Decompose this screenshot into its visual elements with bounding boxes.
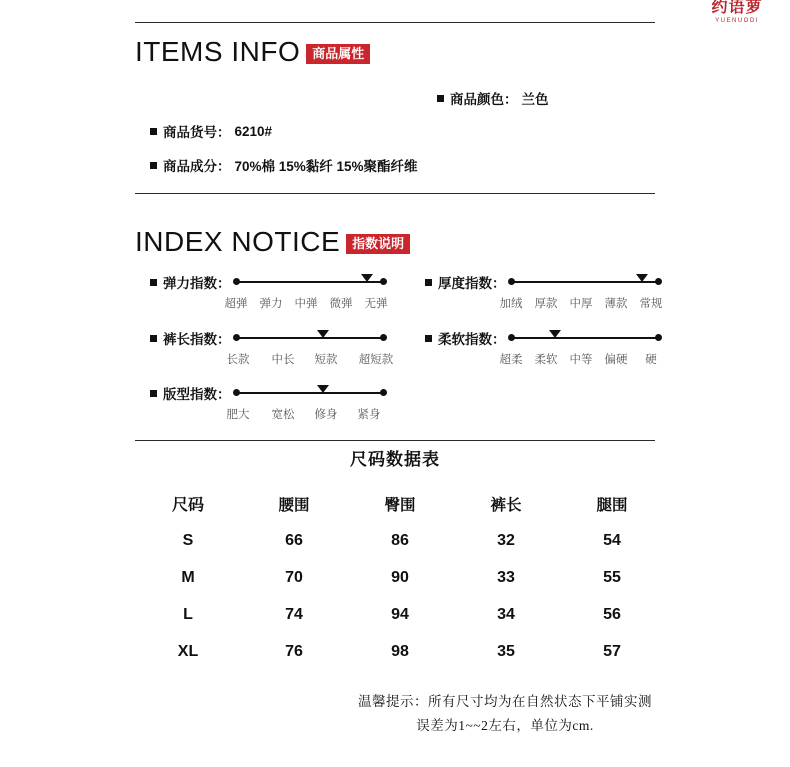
cell-size: L — [183, 605, 193, 623]
items-info-label-color: 商品颜色： — [450, 92, 518, 107]
brand-name-cn: 约语萝 — [711, 0, 763, 16]
items-info-badge: 商品属性 — [306, 44, 370, 64]
square-bullet-icon — [150, 390, 157, 397]
index-item-thickness — [425, 272, 675, 311]
index-notice-title-en: INDEX NOTICE — [135, 226, 341, 257]
size-table — [135, 485, 665, 670]
tick-label: 中弹 — [294, 298, 318, 310]
column-header-length: 裤长 — [490, 496, 522, 514]
cell-thigh: 54 — [603, 531, 621, 549]
index-ticks-fit — [226, 406, 386, 422]
tick-label: 修身 — [314, 409, 338, 421]
cell-size: XL — [177, 642, 199, 660]
items-info-value-code: 6210# — [234, 123, 273, 139]
cell-waist: 74 — [285, 605, 303, 623]
index-ticks-softness — [501, 351, 661, 367]
cell-size: M — [181, 568, 195, 586]
table-row — [135, 596, 665, 633]
items-info-value-material: 70%棉 15%黏纤 15%聚酯纤维 — [234, 159, 418, 174]
tick-label: 超弹 — [224, 298, 248, 310]
cell-waist: 66 — [285, 531, 303, 549]
slider-dot-left — [508, 334, 515, 341]
slider-dot-right — [380, 389, 387, 396]
cell-hip: 86 — [391, 531, 409, 549]
items-info-row-code — [150, 121, 272, 141]
slider-marker — [549, 330, 561, 338]
tick-label: 加绒 — [499, 298, 523, 310]
slider-track — [510, 337, 660, 339]
items-info-title-row — [135, 38, 655, 66]
index-notice-badge: 指数说明 — [346, 234, 410, 254]
slider-dot-left — [233, 334, 240, 341]
size-table-title: 尺码数据表 — [350, 450, 440, 469]
slider-dot-left — [508, 278, 515, 285]
brand-name-en: YUENUODI — [715, 18, 759, 24]
index-label-thickness: 厚度指数： — [438, 276, 506, 291]
column-header-hip: 臀围 — [384, 496, 416, 514]
square-bullet-icon — [425, 335, 432, 342]
slider-dot-right — [655, 278, 662, 285]
tick-label: 中厚 — [569, 298, 593, 310]
index-label-fit: 版型指数： — [163, 387, 231, 402]
index-slider-fit[interactable] — [235, 386, 385, 400]
column-header-waist: 腰围 — [278, 496, 310, 514]
index-ticks-elasticity — [226, 295, 386, 311]
table-row — [135, 522, 665, 559]
cell-length: 35 — [497, 642, 515, 660]
column-header-thigh: 腿围 — [596, 496, 628, 514]
items-info-label-material: 商品成分： — [163, 159, 231, 174]
cell-hip: 94 — [391, 605, 409, 623]
square-bullet-icon — [150, 335, 157, 342]
index-item-elasticity — [150, 272, 400, 311]
tick-label: 肥大 — [226, 409, 250, 421]
square-bullet-icon — [150, 279, 157, 286]
slider-dot-right — [380, 334, 387, 341]
square-bullet-icon — [425, 279, 432, 286]
square-bullet-icon — [150, 128, 157, 135]
items-info-label-code: 商品货号： — [163, 125, 231, 140]
index-slider-elasticity[interactable] — [235, 275, 385, 289]
slider-marker — [636, 274, 648, 282]
index-ticks-thickness — [501, 295, 661, 311]
cell-thigh: 57 — [603, 642, 621, 660]
tick-label: 硬 — [645, 354, 657, 366]
slider-dot-left — [233, 278, 240, 285]
tick-label: 常规 — [639, 298, 663, 310]
items-info-row-color — [437, 88, 549, 108]
tick-label: 超短款 — [358, 354, 394, 366]
tick-label: 中等 — [569, 354, 593, 366]
tick-label: 薄款 — [604, 298, 628, 310]
cell-length: 33 — [497, 568, 515, 586]
index-ticks-length — [226, 351, 394, 367]
index-item-softness — [425, 328, 675, 367]
slider-marker — [317, 385, 329, 393]
slider-marker — [361, 274, 373, 282]
slider-marker — [317, 330, 329, 338]
index-label-length: 裤长指数： — [163, 332, 231, 347]
cell-thigh: 55 — [603, 568, 621, 586]
size-note-line-2: 误差为1~~2左右，单位为cm. — [416, 718, 594, 733]
tick-label: 厚款 — [534, 298, 558, 310]
cell-waist: 70 — [285, 568, 303, 586]
tick-label: 超柔 — [499, 354, 523, 366]
cell-hip: 90 — [391, 568, 409, 586]
index-notice-title-row — [135, 228, 655, 256]
cell-length: 32 — [497, 531, 515, 549]
slider-dot-right — [655, 334, 662, 341]
column-header-size: 尺码 — [171, 497, 204, 514]
slider-dot-left — [233, 389, 240, 396]
index-slider-softness[interactable] — [510, 331, 660, 345]
items-info-top-rule — [135, 22, 655, 23]
index-label-softness: 柔软指数： — [438, 332, 506, 347]
tick-label: 宽松 — [271, 409, 295, 421]
tick-label: 短款 — [314, 354, 338, 366]
square-bullet-icon — [437, 95, 444, 102]
index-notice-section — [135, 228, 655, 256]
items-info-title-en: ITEMS INFO — [135, 36, 301, 67]
slider-track — [235, 392, 385, 394]
tick-label: 无弹 — [364, 298, 388, 310]
index-notice-bottom-rule — [135, 440, 655, 441]
slider-track — [235, 337, 385, 339]
items-info-bottom-rule — [135, 193, 655, 194]
cell-thigh: 56 — [603, 605, 621, 623]
index-label-elasticity: 弹力指数： — [163, 276, 231, 291]
size-note-line-1: 温馨提示：所有尺寸均为在自然状态下平铺实测 — [358, 694, 652, 709]
table-row — [135, 559, 665, 596]
tick-label: 弹力 — [259, 298, 283, 310]
items-info-section — [135, 38, 655, 66]
cell-size: S — [182, 531, 194, 549]
items-info-value-color: 兰色 — [521, 92, 549, 107]
index-item-fit — [150, 383, 400, 422]
tick-label: 长款 — [226, 354, 250, 366]
square-bullet-icon — [150, 162, 157, 169]
cell-waist: 76 — [285, 642, 303, 660]
cell-length: 34 — [497, 605, 515, 623]
tick-label: 紧身 — [357, 409, 381, 421]
tick-label: 柔软 — [534, 354, 558, 366]
slider-dot-right — [380, 278, 387, 285]
tick-label: 中长 — [271, 354, 295, 366]
cell-hip: 98 — [391, 642, 409, 660]
table-row — [135, 633, 665, 670]
brand-logo — [704, 0, 770, 30]
index-item-length — [150, 328, 400, 367]
tick-label: 微弹 — [329, 298, 353, 310]
table-header-row — [135, 485, 665, 522]
tick-label: 偏硬 — [604, 354, 628, 366]
index-slider-length[interactable] — [235, 331, 385, 345]
index-slider-thickness[interactable] — [510, 275, 660, 289]
items-info-row-material — [150, 155, 418, 175]
